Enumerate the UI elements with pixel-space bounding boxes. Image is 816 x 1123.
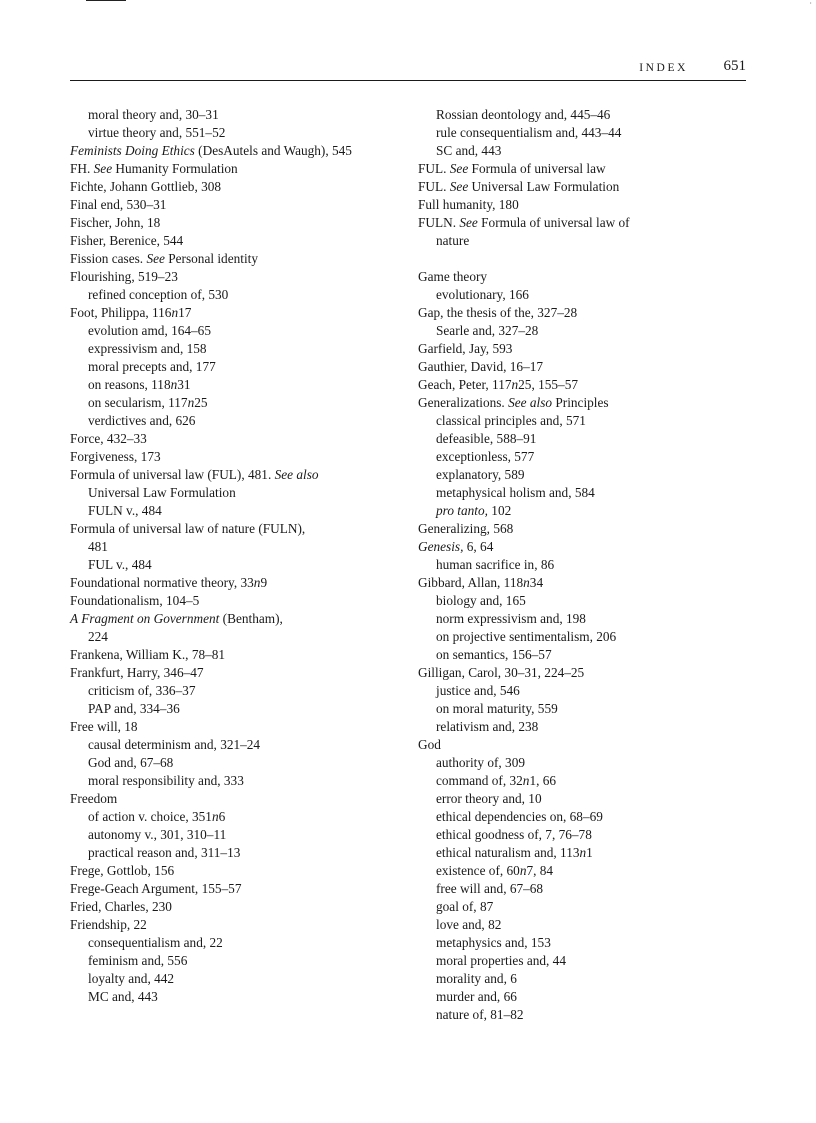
- index-subentry: command of, 32n1, 66: [436, 773, 557, 788]
- index-entry: Foundational normative theory, 33n9: [70, 575, 268, 590]
- index-subentry: Rossian deontology and, 445–46: [436, 107, 611, 122]
- index-entry: Gauthier, David, 16–17: [418, 359, 544, 374]
- index-entry: Forgiveness, 173: [70, 449, 161, 464]
- index-subentry: on projective sentimentalism, 206: [436, 629, 617, 644]
- index-entry: Frankfurt, Harry, 346–47: [70, 665, 204, 680]
- corner-mark: ·: [809, 0, 812, 8]
- index-subentry: FUL v., 484: [88, 557, 152, 572]
- index-subentry: evolutionary, 166: [436, 287, 529, 302]
- index-subentry: consequentialism and, 22: [88, 935, 223, 950]
- index-entry: Garfield, Jay, 593: [418, 341, 513, 356]
- index-subentry: explanatory, 589: [436, 467, 525, 482]
- index-subentry: pro tanto, 102: [436, 503, 512, 518]
- index-entry: FH. See Humanity Formulation: [70, 161, 238, 176]
- index-entry: Fichte, Johann Gottlieb, 308: [70, 179, 222, 194]
- index-subentry: error theory and, 10: [436, 791, 542, 806]
- index-subentry: causal determinism and, 321–24: [88, 737, 261, 752]
- index-subentry: on secularism, 117n25: [88, 395, 208, 410]
- index-entry: Genesis, 6, 64: [418, 539, 494, 554]
- index-subentry: love and, 82: [436, 917, 502, 932]
- index-entry: FUL. See Formula of universal law: [418, 161, 606, 176]
- index-subentry: expressivism and, 158: [88, 341, 207, 356]
- running-header: [70, 57, 746, 77]
- index-subentry: rule consequentialism and, 443–44: [436, 125, 622, 140]
- index-subentry: biology and, 165: [436, 593, 526, 608]
- running-title: INDEX: [639, 62, 688, 74]
- index-entry: Game theory: [418, 269, 488, 284]
- index-subentry: SC and, 443: [436, 143, 502, 158]
- index-entry: Generalizing, 568: [418, 521, 514, 536]
- top-crop-mark: [86, 0, 126, 1]
- index-subentry: virtue theory and, 551–52: [88, 125, 226, 140]
- index-subentry: moral properties and, 44: [436, 953, 566, 968]
- index-subentry: exceptionless, 577: [436, 449, 535, 464]
- index-entry: Fried, Charles, 230: [70, 899, 172, 914]
- index-subentry: autonomy v., 301, 310–11: [88, 827, 227, 842]
- index-entry: Freedom: [70, 791, 118, 806]
- index-entry: Fisher, Berenice, 544: [70, 233, 184, 248]
- index-subentry: FULN v., 484: [88, 503, 162, 518]
- index-subentry: practical reason and, 311–13: [88, 845, 241, 860]
- index-entry: Foot, Philippa, 116n17: [70, 305, 192, 320]
- index-entry: Free will, 18: [70, 719, 138, 734]
- index-entry: God: [418, 737, 441, 752]
- index-subentry: metaphysics and, 153: [436, 935, 551, 950]
- index-subentry: on semantics, 156–57: [436, 647, 552, 662]
- index-entry: Formula of universal law (FUL), 481. See also Universal Law Formulation: [70, 467, 319, 500]
- index-subentry: of action v. choice, 351n6: [88, 809, 226, 824]
- index-entry: FULN. See Formula of universal law of nature: [418, 215, 630, 248]
- index-subentry: murder and, 66: [436, 989, 517, 1004]
- index-subentry: defeasible, 588–91: [436, 431, 537, 446]
- index-subentry: moral theory and, 30–31: [88, 107, 219, 122]
- index-subentry: norm expressivism and, 198: [436, 611, 586, 626]
- index-subentry: classical principles and, 571: [436, 413, 586, 428]
- header-rule: [70, 80, 746, 81]
- index-subentry: refined conception of, 530: [88, 287, 229, 302]
- index-entry: Gap, the thesis of the, 327–28: [418, 305, 578, 320]
- index-subentry: morality and, 6: [436, 971, 517, 986]
- index-entry: Gilligan, Carol, 30–31, 224–25: [418, 665, 585, 680]
- index-entry: Friendship, 22: [70, 917, 147, 932]
- index-entry: Fischer, John, 18: [70, 215, 161, 230]
- index-subentry: ethical goodness of, 7, 76–78: [436, 827, 592, 842]
- index-entry: Formula of universal law of nature (FULN), 481: [70, 521, 306, 554]
- index-subentry: authority of, 309: [436, 755, 526, 770]
- index-entry: Foundationalism, 104–5: [70, 593, 200, 608]
- index-subentry: PAP and, 334–36: [88, 701, 180, 716]
- index-subentry: on moral maturity, 559: [436, 701, 558, 716]
- index-subentry: moral precepts and, 177: [88, 359, 216, 374]
- index-entry: A Fragment on Government (Bentham), 224: [70, 611, 283, 644]
- index-subentry: verdictives and, 626: [88, 413, 196, 428]
- index-entry: Geach, Peter, 117n25, 155–57: [418, 377, 578, 392]
- index-entry: Full humanity, 180: [418, 197, 519, 212]
- index-subentry: existence of, 60n7, 84: [436, 863, 554, 878]
- index-subentry: human sacrifice in, 86: [436, 557, 555, 572]
- index-subentry: feminism and, 556: [88, 953, 188, 968]
- index-entry: Fission cases. See Personal identity: [70, 251, 258, 266]
- index-subentry: on reasons, 118n31: [88, 377, 191, 392]
- index-subentry: relativism and, 238: [436, 719, 539, 734]
- index-subentry: free will and, 67–68: [436, 881, 544, 896]
- index-subentry: justice and, 546: [436, 683, 520, 698]
- index-subentry: ethical naturalism and, 113n1: [436, 845, 593, 860]
- index-entry: Flourishing, 519–23: [70, 269, 178, 284]
- index-subentry: Searle and, 327–28: [436, 323, 539, 338]
- index-column-right: [418, 106, 753, 1024]
- index-subentry: MC and, 443: [88, 989, 158, 1004]
- index-entry: Frege-Geach Argument, 155–57: [70, 881, 242, 896]
- index-subentry: God and, 67–68: [88, 755, 174, 770]
- index-entry: FUL. See Universal Law Formulation: [418, 179, 620, 194]
- index-subentry: loyalty and, 442: [88, 971, 175, 986]
- index-subentry: criticism of, 336–37: [88, 683, 196, 698]
- index-subentry: ethical dependencies on, 68–69: [436, 809, 603, 824]
- page-number: 651: [723, 58, 746, 74]
- index-entry: Frankena, William K., 78–81: [70, 647, 226, 662]
- index-entry: Force, 432–33: [70, 431, 147, 446]
- index-entry: Final end, 530–31: [70, 197, 167, 212]
- index-subentry: goal of, 87: [436, 899, 494, 914]
- index-entry: Feminists Doing Ethics (DesAutels and Waugh), 545: [70, 143, 352, 158]
- index-column-left: [70, 106, 405, 1006]
- index-subentry: nature of, 81–82: [436, 1007, 524, 1022]
- index-entry: Generalizations. See also Principles: [418, 395, 609, 410]
- index-subentry: evolution amd, 164–65: [88, 323, 211, 338]
- index-subentry: metaphysical holism and, 584: [436, 485, 595, 500]
- index-entry: Gibbard, Allan, 118n34: [418, 575, 544, 590]
- index-entry: Frege, Gottlob, 156: [70, 863, 175, 878]
- index-subentry: moral responsibility and, 333: [88, 773, 244, 788]
